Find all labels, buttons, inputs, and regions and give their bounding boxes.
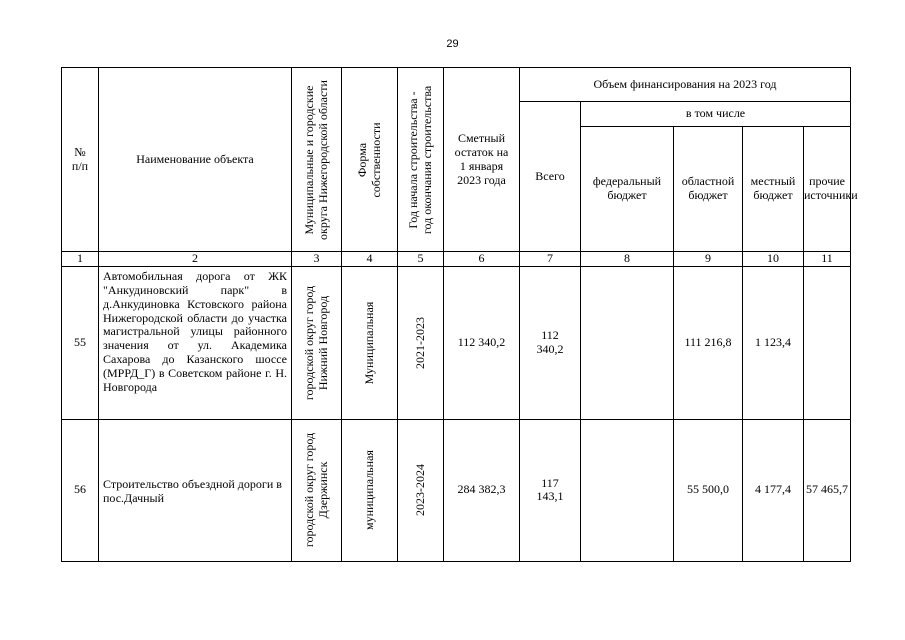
row-estimate: 112 340,2 <box>444 267 520 419</box>
row-municipality: городской округ город Нижний Новгород <box>292 267 342 419</box>
row-num: 56 <box>62 419 99 561</box>
header-regional: областной бюджет <box>674 127 743 252</box>
header-other: прочие источники <box>804 127 851 252</box>
column-number: 10 <box>743 252 804 267</box>
column-number: 8 <box>581 252 674 267</box>
column-number-row <box>62 252 851 267</box>
header-including: в том числе <box>581 102 851 127</box>
header-federal: федеральный бюджет <box>581 127 674 252</box>
header-total: Всего <box>520 102 581 252</box>
table-row <box>62 419 851 561</box>
row-regional: 55 500,0 <box>674 419 743 561</box>
row-years: 2021-2023 <box>398 267 444 419</box>
row-federal <box>581 419 674 561</box>
header-municipality: Муниципальные и городские округа Нижегородской области <box>292 68 342 252</box>
row-estimate: 284 382,3 <box>444 419 520 561</box>
row-municipality: городской округ город Дзержинск <box>292 419 342 561</box>
row-ownership: Муниципальная <box>342 267 398 419</box>
page-number: 29 <box>446 38 459 50</box>
column-number: 4 <box>342 252 398 267</box>
row-other: 57 465,7 <box>804 419 851 561</box>
header-name: Наименование объекта <box>99 68 292 252</box>
row-name: Строительство объездной дороги в пос.Дачный <box>99 419 292 561</box>
row-num: 55 <box>62 267 99 419</box>
header-local: местный бюджет <box>743 127 804 252</box>
header-financing: Объем финансирования на 2023 год <box>520 68 851 102</box>
column-number: 11 <box>804 252 851 267</box>
column-number: 1 <box>62 252 99 267</box>
row-total: 112 340,2 <box>520 267 581 419</box>
header-years: Год начала строительства - год окончания строительства <box>398 68 444 252</box>
row-other <box>804 267 851 419</box>
row-federal <box>581 267 674 419</box>
row-total: 117 143,1 <box>520 419 581 561</box>
row-local: 4 177,4 <box>743 419 804 561</box>
row-years: 2023-2024 <box>398 419 444 561</box>
column-number: 6 <box>444 252 520 267</box>
column-number: 5 <box>398 252 444 267</box>
column-number: 9 <box>674 252 743 267</box>
row-regional: 111 216,8 <box>674 267 743 419</box>
financing-table <box>61 67 858 562</box>
header-ownership: Форма собственности <box>342 68 398 252</box>
column-number: 2 <box>99 252 292 267</box>
row-name: Автомобильная дорога от ЖК "Анкудиновский парк" в д.Анкудиновка Кстовского района Нижегородской области до участка магистральной улицы районного значения от ул. Академика Сахарова до Казанского шоссе (МРРД_Г) в Советском районе г. Н. Новгорода <box>99 267 292 419</box>
column-number: 7 <box>520 252 581 267</box>
column-number: 3 <box>292 252 342 267</box>
header-estimate: Сметный остаток на 1 января 2023 года <box>444 68 520 252</box>
header-num: № п/п <box>62 68 99 252</box>
table-row <box>62 267 851 419</box>
row-local: 1 123,4 <box>743 267 804 419</box>
row-ownership: муниципальная <box>342 419 398 561</box>
